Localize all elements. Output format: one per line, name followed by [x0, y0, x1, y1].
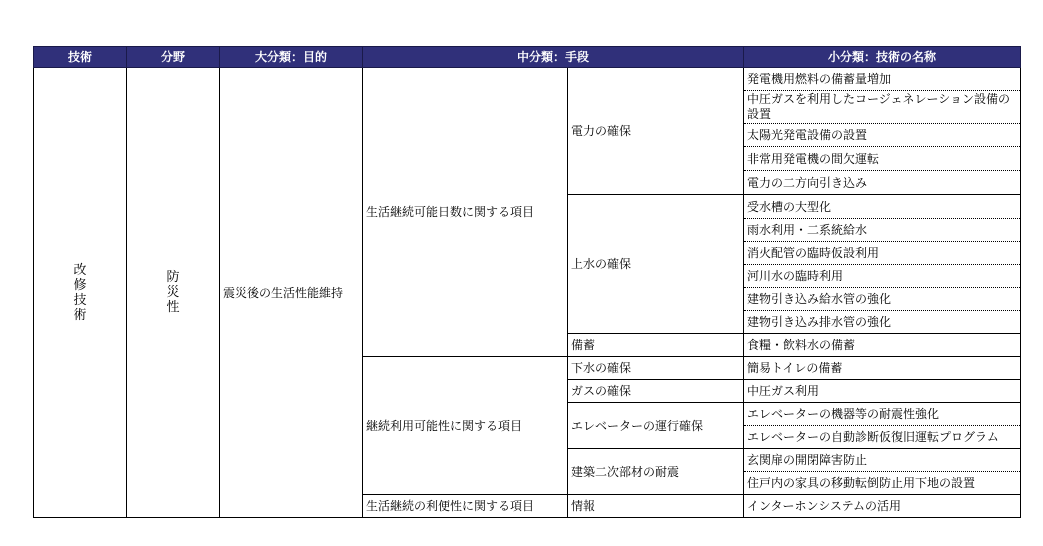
means-cell: 電力の確保: [568, 68, 744, 195]
means-cell: 下水の確保: [568, 357, 744, 380]
header-field: 分野: [127, 47, 220, 68]
tech-cell: 改修技術: [34, 68, 127, 518]
item-cell: 中圧ガスを利用したコージェネレーション設備の設置: [744, 91, 1021, 124]
item-cell: 食糧・飲料水の備蓄: [744, 334, 1021, 357]
means-cell: 上水の確保: [568, 195, 744, 334]
group-cell: 生活継続の利便性に関する項目: [363, 495, 568, 518]
item-cell: インターホンシステムの活用: [744, 495, 1021, 518]
item-cell: 玄関扉の開閉障害防止: [744, 449, 1021, 472]
item-cell: 住戸内の家具の移動転倒防止用下地の設置: [744, 472, 1021, 495]
item-cell: 河川水の臨時利用: [744, 265, 1021, 288]
item-cell: エレベーターの自動診断仮復旧運転プログラム: [744, 426, 1021, 449]
item-cell: 電力の二方向引き込み: [744, 171, 1021, 195]
header-middle: 中分類：手段: [363, 47, 744, 68]
header-row: [34, 47, 1021, 68]
item-cell: エレベーターの機器等の耐震性強化: [744, 403, 1021, 426]
item-cell: 建物引き込み給水管の強化: [744, 288, 1021, 311]
item-cell: 簡易トイレの備蓄: [744, 357, 1021, 380]
header-minor: 小分類：技術の名称: [744, 47, 1021, 68]
item-cell: 発電機用燃料の備蓄量増加: [744, 68, 1021, 91]
item-cell: 受水槽の大型化: [744, 195, 1021, 219]
header-tech: 技術: [34, 47, 127, 68]
item-cell: 建物引き込み排水管の強化: [744, 311, 1021, 334]
classification-table: [33, 46, 1021, 518]
means-cell: エレベーターの運行確保: [568, 403, 744, 449]
means-cell: 建築二次部材の耐震: [568, 449, 744, 495]
means-cell: 情報: [568, 495, 744, 518]
item-cell: 太陽光発電設備の設置: [744, 124, 1021, 147]
item-cell: 消火配管の臨時仮設利用: [744, 242, 1021, 265]
major-cell: 震災後の生活性能維持: [220, 68, 363, 518]
item-cell: 雨水利用・二系統給水: [744, 219, 1021, 242]
means-cell: 備蓄: [568, 334, 744, 357]
item-cell: 中圧ガス利用: [744, 380, 1021, 403]
header-major: 大分類：目的: [220, 47, 363, 68]
item-cell: 非常用発電機の間欠運転: [744, 147, 1021, 171]
group-cell: 生活継続可能日数に関する項目: [363, 68, 568, 357]
group-cell: 継続利用可能性に関する項目: [363, 357, 568, 495]
field-cell: 防災性: [127, 68, 220, 518]
means-cell: ガスの確保: [568, 380, 744, 403]
